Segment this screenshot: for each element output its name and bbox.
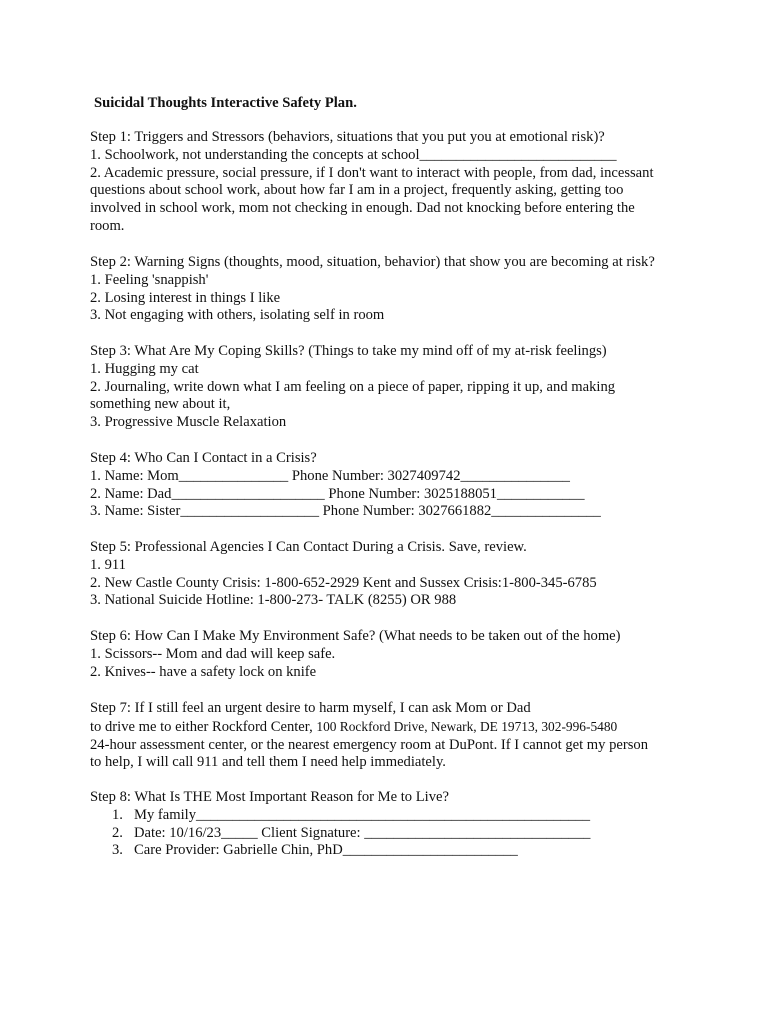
- step-3-line: 2. Journaling, write down what I am feeling on a piece of paper, ripping it up, and making: [90, 378, 616, 395]
- step-1-section: [90, 129, 690, 236]
- list-number: 1.: [112, 806, 123, 823]
- step-1-heading: Step 1: Triggers and Stressors (behaviors, situations that you put you at emotional risk)?: [90, 129, 605, 145]
- step-2-section: [90, 254, 690, 325]
- list-item: [112, 842, 690, 860]
- step-3-line: 3. Progressive Muscle Relaxation: [90, 414, 287, 431]
- step-3-line: something new about it,: [90, 396, 231, 413]
- step-8-list: [90, 807, 690, 860]
- step-6-heading: Step 6: How Can I Make My Environment Safe? (What needs to be taken out of the home): [90, 628, 621, 644]
- agency-row: 1. 911: [90, 556, 126, 573]
- step-7-text: to drive me to either Rockford Center,: [90, 718, 317, 735]
- document-title: Suicidal Thoughts Interactive Safety Plan.: [94, 95, 357, 111]
- agency-row: 3. National Suicide Hotline: 1-800-273- TALK (8255) OR 988: [90, 592, 457, 609]
- step-4-section: [90, 450, 690, 521]
- step-3-section: [90, 343, 690, 432]
- step-3-heading: Step 3: What Are My Coping Skills? (Things to take my mind off of my at-risk feelings): [90, 343, 607, 359]
- step-7-section: [90, 700, 690, 772]
- step-6-line: 1. Scissors-- Mom and dad will keep safe.: [90, 645, 336, 662]
- step-1-line: questions about school work, about how far I am in a project, frequently asking, getting too: [90, 182, 624, 199]
- contact-row: 2. Name: Dad_____________________ Phone Number: 3025188051____________: [90, 485, 585, 502]
- step-1-line: room.: [90, 217, 125, 234]
- step-7-line: [90, 718, 690, 737]
- agency-row: 2. New Castle County Crisis: 1-800-652-2929 Kent and Sussex Crisis:1-800-345-6785: [90, 574, 597, 591]
- step-6-section: [90, 628, 690, 681]
- step-8-heading: Step 8: What Is THE Most Important Reason for Me to Live?: [90, 789, 449, 805]
- list-number: 2.: [112, 824, 123, 841]
- step-7-line: Step 7: If I still feel an urgent desire to harm myself, I can ask Mom or Dad: [90, 700, 531, 716]
- list-number: 3.: [112, 842, 123, 859]
- step-3-line: 1. Hugging my cat: [90, 360, 199, 377]
- list-item: [112, 825, 690, 843]
- step-7-line: to help, I will call 911 and tell them I need help immediately.: [90, 754, 446, 771]
- step-2-line: 2. Losing interest in things I like: [90, 289, 281, 306]
- contact-row: 3. Name: Sister___________________ Phone Number: 3027661882_______________: [90, 503, 601, 520]
- list-item: [112, 807, 690, 825]
- step-7-line: 24-hour assessment center, or the nearest emergency room at DuPont. If I cannot get my person: [90, 736, 648, 753]
- step-2-line: 1. Feeling 'snappish': [90, 271, 209, 288]
- step-4-heading: Step 4: Who Can I Contact in a Crisis?: [90, 450, 317, 466]
- step-5-heading: Step 5: Professional Agencies I Can Contact During a Crisis. Save, review.: [90, 539, 527, 555]
- step-1-line: involved in school work, mom not checking in enough. Dad not knocking before entering the: [90, 200, 635, 217]
- list-text: My family______________________________________________________: [134, 806, 591, 823]
- list-text: Care Provider: Gabrielle Chin, PhD________________________: [134, 842, 518, 859]
- step-2-line: 3. Not engaging with others, isolating self in room: [90, 307, 385, 324]
- rockford-address: 100 Rockford Drive, Newark, DE 19713, 302-996-5480: [316, 718, 618, 734]
- list-text: Date: 10/16/23_____ Client Signature: _______________________________: [134, 824, 591, 841]
- step-5-section: [90, 539, 690, 610]
- step-6-line: 2. Knives-- have a safety lock on knife: [90, 663, 317, 680]
- step-2-heading: Step 2: Warning Signs (thoughts, mood, situation, behavior) that show you are becoming at risk?: [90, 254, 655, 270]
- step-8-section: [90, 789, 690, 860]
- step-1-line: 1. Schoolwork, not understanding the concepts at school___________________________: [90, 146, 617, 163]
- contact-row: 1. Name: Mom_______________ Phone Number: 3027409742_______________: [90, 467, 570, 484]
- step-1-line: 2. Academic pressure, social pressure, if I don't want to interact with people, from dad, incessant: [90, 164, 654, 181]
